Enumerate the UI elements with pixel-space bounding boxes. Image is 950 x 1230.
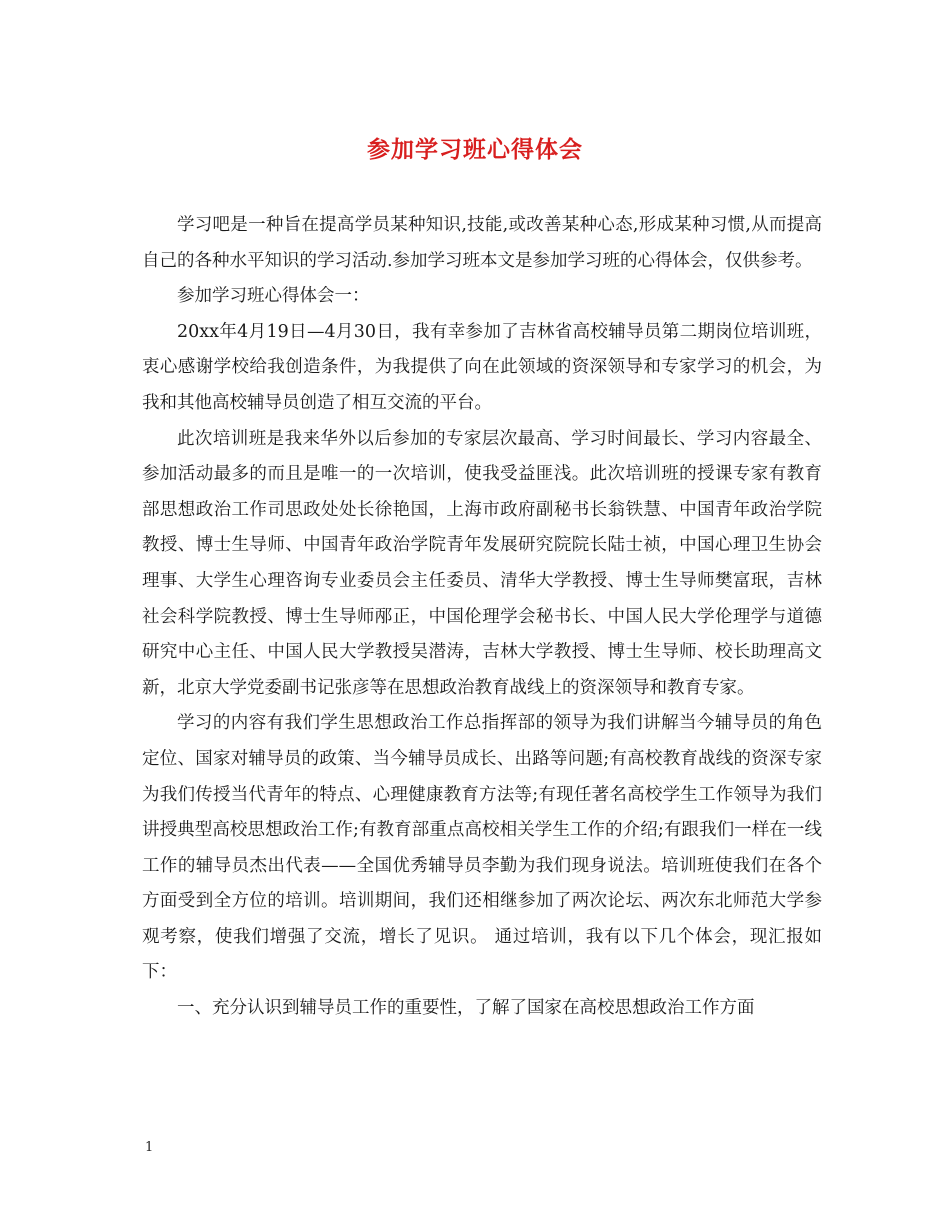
paragraph-training-dates: 20xx年4月19日—4月30日，我有幸参加了吉林省高校辅导员第二期岗位培训班，衷心感谢学校给我创造条件，为我提供了向在此领域的资深领导和专家学习的机会，为我和其他高校辅导员创造了相互交流的平台。	[142, 321, 822, 413]
document-title: 参加学习班心得体会	[367, 136, 583, 163]
paragraph-experts: 此次培训班是我来华外以后参加的专家层次最高、学习时间最长、学习内容最全、参加活动最多的而且是唯一的一次培训，使我受益匪浅。此次培训班的授课专家有教育部思想政治工作司思政处处长徐艳国，上海市政府副秘书长翁铁慧、中国青年政治学院教授、博士生导师、中国青年政治学院青年发展研究院院长陆士祯，中国心理卫生协会理事、大学生心理咨询专业委员会主任委员、清华大学教授、博士生导师樊富珉，吉林社会科学院教授、博士生导师邴正，中国伦理学会秘书长、中国人民大学伦理学与道德研究中心主任、中国人民大学教授吴潜涛，吉林大学教授、博士生导师、校长助理高文新，北京大学党委副书记张彦等在思想政治教育战线上的资深领导和教育专家。	[142, 428, 822, 698]
paragraph-section-heading: 参加学习班心得体会一：	[177, 286, 370, 307]
paragraph-content: 学习的内容有我们学生思想政治工作总指挥部的领导为我们讲解当今辅导员的角色定位、国家对辅导员的政策、当今辅导员成长、出路等问题;有高校教育战线的资深专家为我们传授当代青年的特点、心理健康教育方法等;有现任著名高校学生工作领导为我们讲授典型高校思想政治工作;有教育部重点高校相关学生工作的介绍;有跟我们一样在一线工作的辅导员杰出代表——全国优秀辅导员李勤为我们现身说法。培训班使我们在各个方面受到全方位的培训。培训期间，我们还相继参加了两次论坛、两次东北师范大学参观考察，使我们增强了交流，增长了见识。 通过培训，我有以下几个体会，现汇报如下：	[142, 713, 822, 983]
page-number: 1	[145, 1140, 154, 1155]
document-body	[142, 208, 822, 1027]
paragraph-intro: 学习吧是一种旨在提高学员某种知识,技能,或改善某种心态,形成某种习惯,从而提高自己的各种水平知识的学习活动.参加学习班本文是参加学习班的心得体会，仅供参考。	[142, 215, 822, 271]
paragraph-point-one: 一、充分认识到辅导员工作的重要性，了解了国家在高校思想政治工作方面	[177, 998, 755, 1019]
